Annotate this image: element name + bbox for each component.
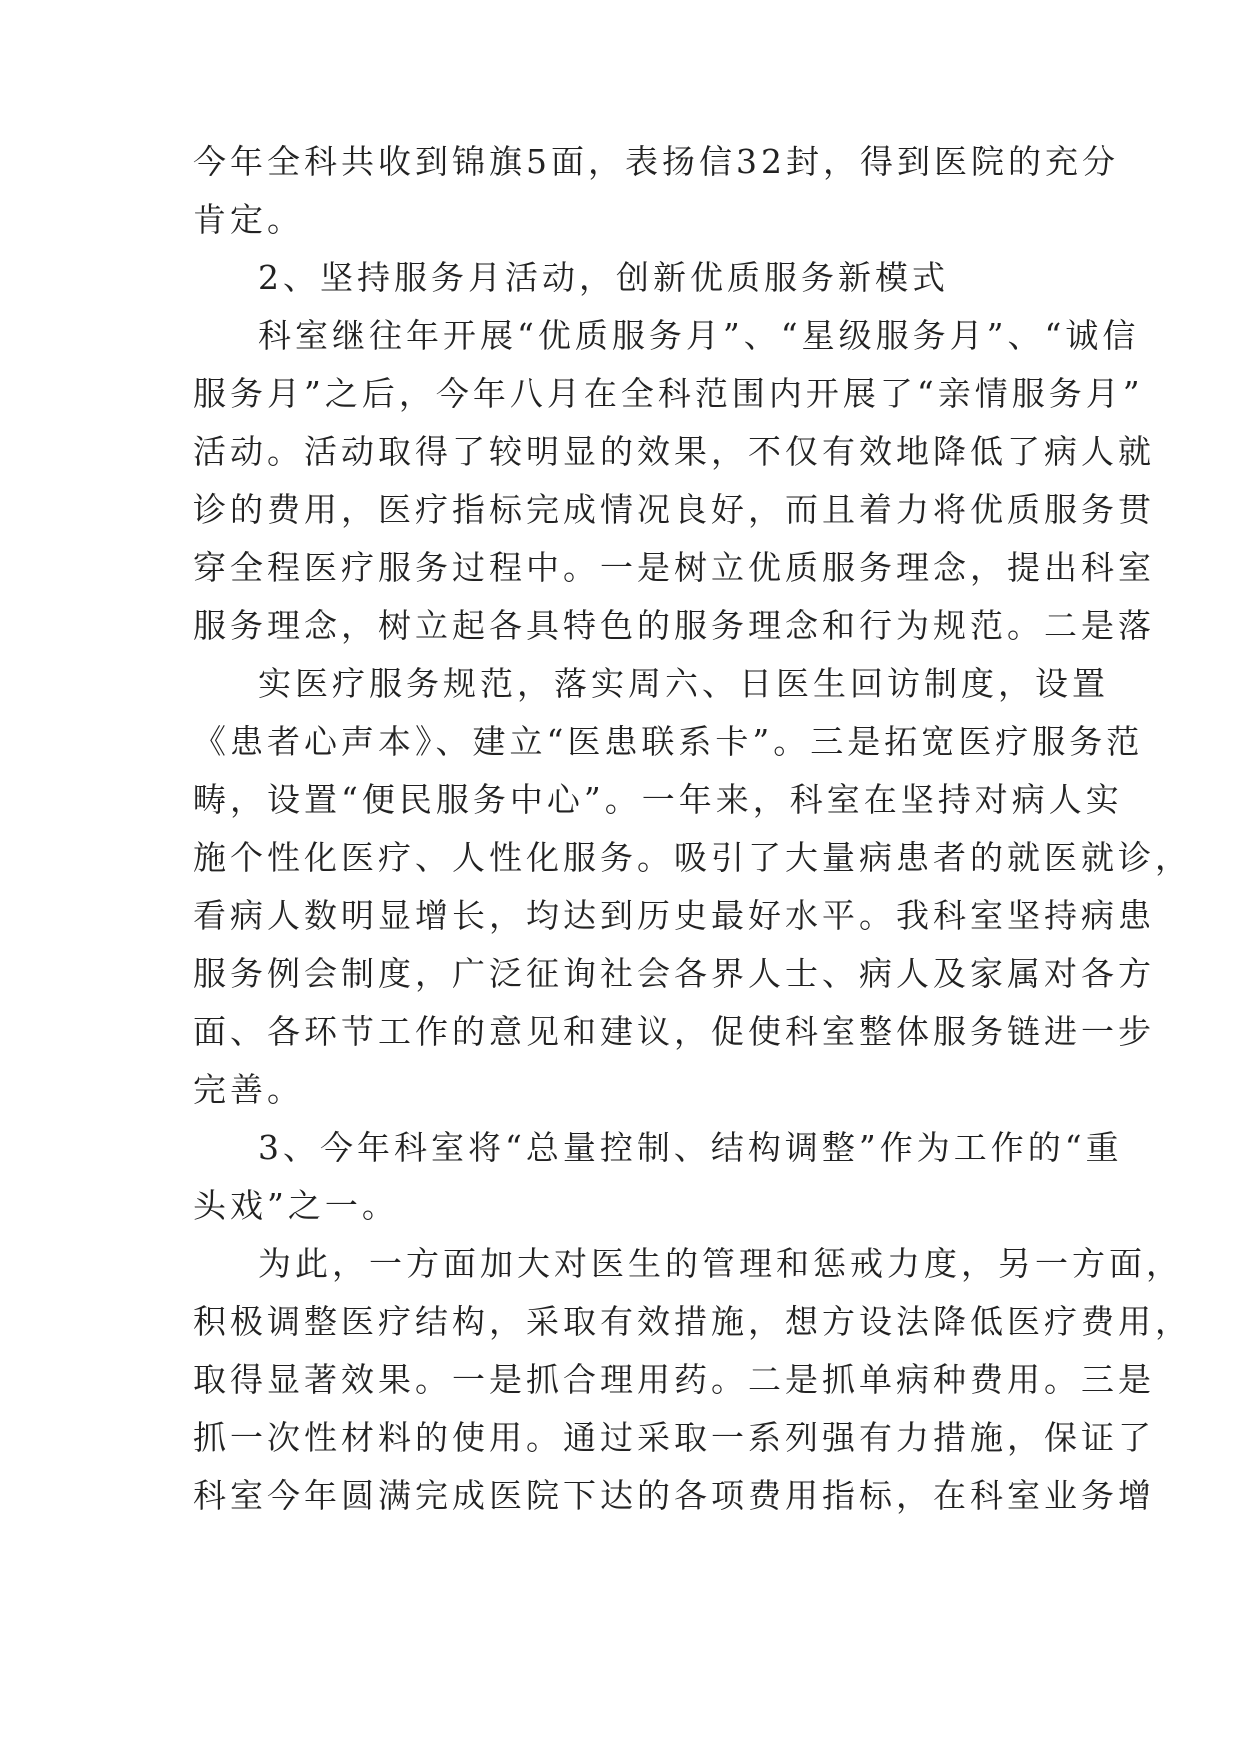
text-line: 服务理念，树立起各具特色的服务理念和行为规范。二是落	[193, 606, 1155, 645]
text-line: 完善。	[193, 1070, 304, 1109]
text-line: 实医疗服务规范，落实周六、日医生回访制度，设置	[258, 664, 1109, 703]
text-line: 施个性化医疗、人性化服务。吸引了大量病患者的就医就诊，	[193, 838, 1192, 877]
text-line: 畴，设置“便民服务中心”。一年来，科室在坚持对病人实	[193, 780, 1123, 819]
text-line: 《患者心声本》、建立“医患联系卡”。三是拓宽医疗服务范	[193, 722, 1144, 761]
text-line: 服务例会制度，广泛征询社会各界人士、病人及家属对各方	[193, 954, 1155, 993]
text-line: 今年全科共收到锦旗5面，表扬信32封，得到医院的充分	[193, 142, 1119, 181]
section-heading: 2、坚持服务月活动，创新优质服务新模式	[258, 258, 949, 297]
text-line: 取得显著效果。一是抓合理用药。二是抓单病种费用。三是	[193, 1360, 1155, 1399]
text-line: 肯定。	[193, 200, 304, 239]
text-line: 科室今年圆满完成医院下达的各项费用指标，在科室业务增	[193, 1476, 1155, 1515]
text-line: 服务月”之后，今年八月在全科范围内开展了“亲情服务月”	[193, 374, 1144, 413]
text-line: 积极调整医疗结构，采取有效措施，想方设法降低医疗费用，	[193, 1302, 1192, 1341]
text-line: 穿全程医疗服务过程中。一是树立优质服务理念，提出科室	[193, 548, 1155, 587]
text-line: 为此，一方面加大对医生的管理和惩戒力度，另一方面，	[258, 1244, 1183, 1283]
text-line: 科室继往年开展“优质服务月”、“星级服务月”、“诚信	[258, 316, 1140, 355]
text-line: 抓一次性材料的使用。通过采取一系列强有力措施，保证了	[193, 1418, 1155, 1457]
text-line: 活动。活动取得了较明显的效果，不仅有效地降低了病人就	[193, 432, 1155, 471]
section-heading: 3、今年科室将“总量控制、结构调整”作为工作的“重	[258, 1128, 1123, 1167]
text-line: 看病人数明显增长，均达到历史最好水平。我科室坚持病患	[193, 896, 1155, 935]
section-heading: 头戏”之一。	[193, 1186, 399, 1225]
text-line: 诊的费用，医疗指标完成情况良好，而且着力将优质服务贯	[193, 490, 1155, 529]
text-line: 面、各环节工作的意见和建议，促使科室整体服务链进一步	[193, 1012, 1155, 1051]
